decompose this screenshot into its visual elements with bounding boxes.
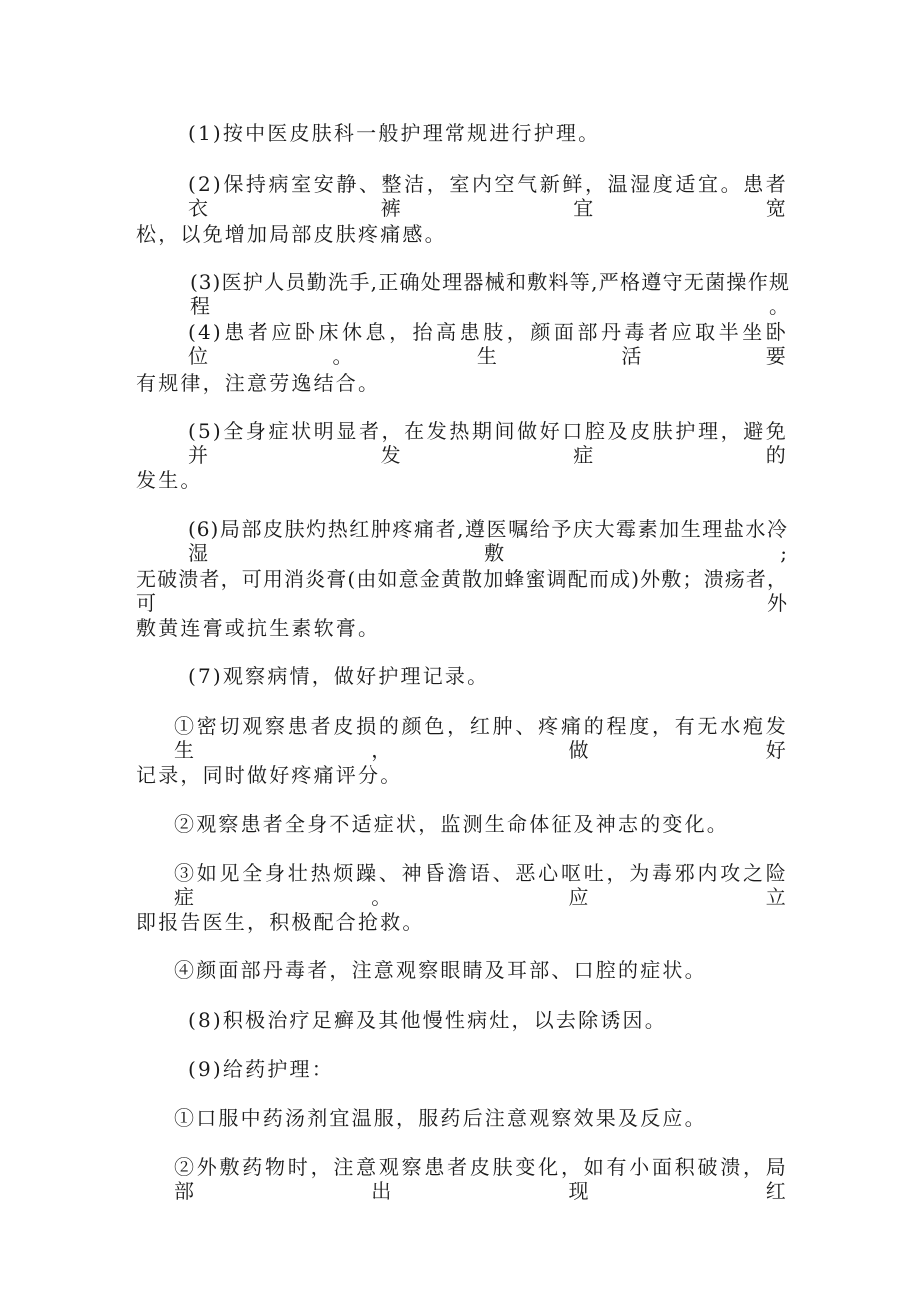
text-line-14: 记录，同时做好疼痛评分。 [136,763,403,787]
text-line-2: (2)保持病室安静、整洁，室内空气新鲜，温湿度适宜。患者衣裤宜宽 [188,172,788,220]
text-line-8: 发生。 [136,468,203,492]
text-line-15: ②观察患者全身不适症状，监测生命体征及神志的变化。 [174,812,729,836]
text-line-12: (7)观察病情，做好护理记录。 [188,664,490,688]
text-line-13: ①密切观察患者皮损的颜色，红肿、疼痛的程度，有无水疱发生，做好 [174,714,788,762]
text-line-4: (3)医护人员勤洗手,正确处理器械和敷料等,严格遵守无菌操作规程。 [190,270,790,318]
text-line-9: (6)局部皮肤灼热红肿疼痛者,遵医嘱给予庆大霉素加生理盐水冷湿敷; [188,517,788,565]
text-line-21: ①口服中药汤剂宜温服，服药后注意观察效果及反应。 [174,1106,707,1130]
text-line-6: 有规律，注意劳逸结合。 [136,371,381,395]
text-line-22: ②外敷药物时，注意观察患者皮肤变化，如有小面积破溃，局部出现红 [174,1155,788,1203]
text-line-17: 即报告医生，积极配合抢救。 [136,910,425,934]
text-line-3: 松，以免增加局部皮肤疼痛感。 [136,222,447,246]
text-line-20: (9)给药护理： [188,1057,334,1081]
text-line-11: 敷黄连膏或抗生素软膏。 [136,616,381,640]
text-line-16: ③如见全身壮热烦躁、神昏澹语、恶心呕吐，为毒邪内攻之险症。应立 [174,861,788,909]
text-line-19: (8)积极治疗足癣及其他慢性病灶，以去除诱因。 [188,1008,667,1032]
text-line-1: (1)按中医皮肤科一般护理常规进行护理。 [188,121,601,145]
text-line-18: ④颜面部丹毒者，注意观察眼睛及耳部、口腔的症状。 [174,958,707,982]
text-line-7: (5)全身症状明显者，在发热期间做好口腔及皮肤护理，避免并发症的 [188,419,788,467]
text-line-5: (4)患者应卧床休息，抬高患肢，颜面部丹毒者应取半坐卧位。生活要 [188,320,788,368]
text-line-10: 无破溃者，可用消炎膏(由如意金黄散加蜂蜜调配而成)外敷；溃疡者，可外 [136,567,788,615]
